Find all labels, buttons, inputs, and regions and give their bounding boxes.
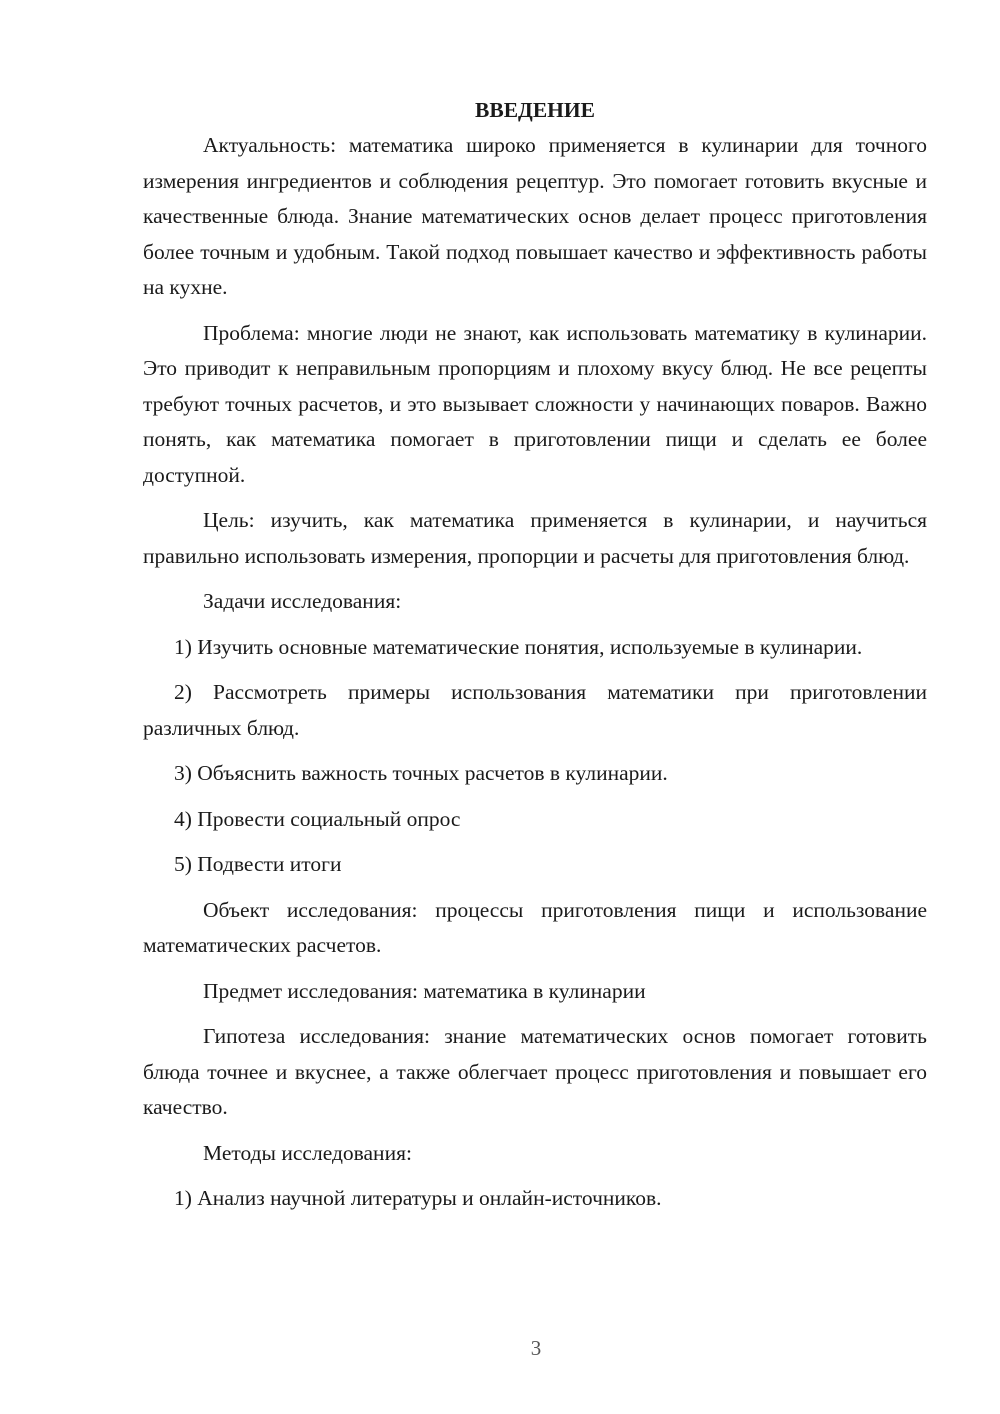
problem-paragraph: Проблема: многие люди не знают, как использовать математику в кулинарии. Это приводит к неправильным пропорциям и плохому вкусу блюд. Не все рецепты требуют точных расчетов, и это вызывает сложности у начинающих поваров. Важно понять, как математика помогает в приготовлении пищи и сделать ее более доступной. xyxy=(143,320,927,487)
task-item-2: 2) Рассмотреть примеры использования математики при приготовлении различных блюд. xyxy=(143,680,927,740)
page-number: 3 xyxy=(530,1336,542,1360)
hypothesis-paragraph: Гипотеза исследования: знание математических основ помогает готовить блюда точнее и вкуснее, а также облегчает процесс приготовления и повышает его качество. xyxy=(143,1024,927,1119)
object-paragraph: Объект исследования: процессы приготовления пищи и использование математических расчетов. xyxy=(143,897,927,957)
method-item-1: 1) Анализ научной литературы и онлайн-источников. xyxy=(174,1186,662,1210)
task-item-1: 1) Изучить основные математические понятия, используемые в кулинарии. xyxy=(174,634,863,659)
task-item-3: 3) Объяснить важность точных расчетов в кулинарии. xyxy=(174,761,668,785)
goal-paragraph: Цель: изучить, как математика применяется в кулинарии, и научиться правильно использовать измерения, пропорции и расчеты для приготовления блюд. xyxy=(143,508,927,568)
tasks-title: Задачи исследования: xyxy=(203,589,402,613)
task-item-5: 5) Подвести итоги xyxy=(174,852,342,876)
task-item-4: 4) Провести социальный опрос xyxy=(174,806,461,831)
methods-title: Методы исследования: xyxy=(203,1140,412,1165)
section-heading: ВВЕДЕНИЕ xyxy=(475,98,595,122)
subject-paragraph: Предмет исследования: математика в кулинарии xyxy=(203,978,646,1003)
document-body xyxy=(143,92,927,1227)
relevance-paragraph: Актуальность: математика широко применяется в кулинарии для точного измерения ингредиентов и соблюдения рецептур. Это помогает готовить вкусные и качественные блюда. Знание математических основ делает процесс приготовления более точным и удобным. Такой подход повышает качество и эффективность работы на кухне. xyxy=(143,133,927,299)
